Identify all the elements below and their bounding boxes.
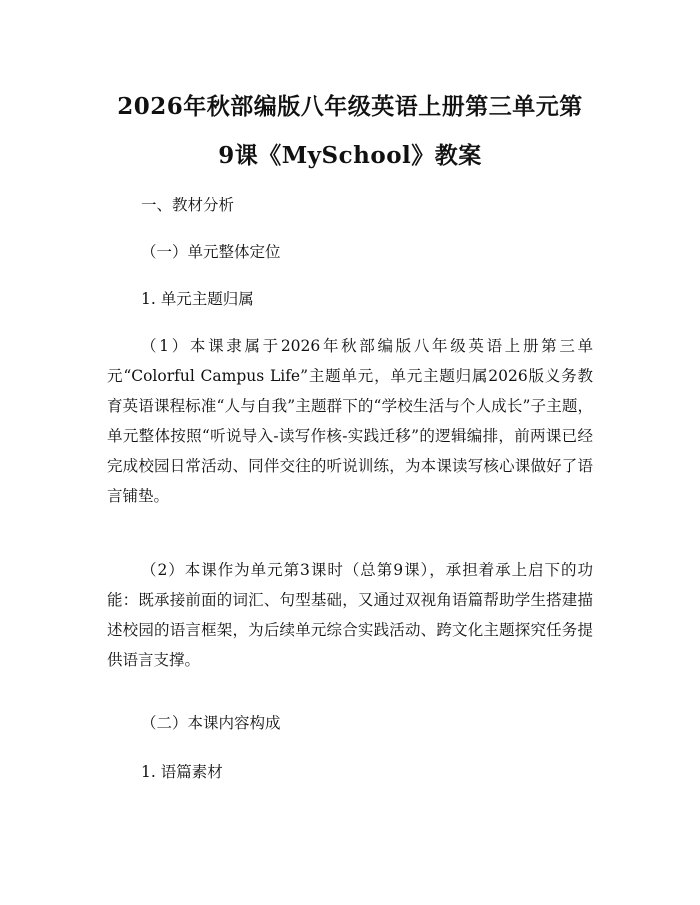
section-heading-1: 一、教材分析 [141,196,235,214]
document-title [60,82,640,180]
subsection-heading-1: （一）单元整体定位 [141,243,281,261]
title-line-2: 9课《MySchool》教案 [218,142,482,169]
paragraph-1: （1）本课隶属于2026年秋部编版八年级英语上册第三单元“Colorful Campus Life”主题单元，单元主题归属2026版义务教育英语课程标准“人与自我”主题群下的“学校生活与个人成长”子主题，单元整体按照“听说导入-读写作核-实践迁移”的逻辑编排，前两课已经完成校园日常活动、同伴交往的听说训练，为本课读写核心课做好了语言铺垫。 [107,337,593,505]
title-line-1: 2026年秋部编版八年级英语上册第三单元第 [117,93,583,120]
item-heading-2: 1. 语篇素材 [141,763,223,781]
paragraph-2: （2）本课作为单元第3课时（总第9课），承担着承上启下的功能：既承接前面的词汇、句型基础，又通过双视角语篇帮助学生搭建描述校园的语言框架，为后续单元综合实践活动、跨文化主题探究任务提供语言支撑。 [107,561,593,669]
subsection-heading-2: （二）本课内容构成 [141,714,281,732]
item-heading-1: 1. 单元主题归属 [141,290,254,308]
